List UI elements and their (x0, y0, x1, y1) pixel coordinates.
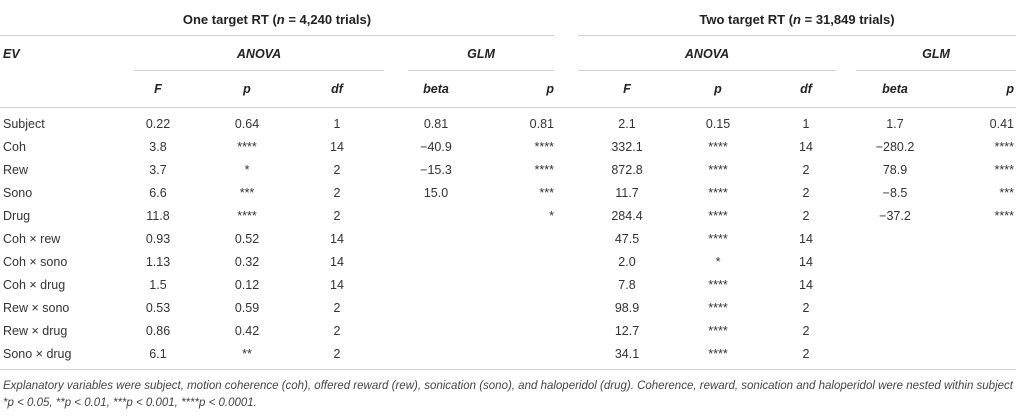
table-cell: **** (994, 163, 1014, 177)
col-header-f-2: F (623, 82, 631, 96)
table-cell: **** (237, 209, 257, 223)
table-cell: 2 (802, 163, 810, 177)
table-cell: 0.41 (989, 117, 1014, 131)
rule-anova-1 (134, 70, 384, 71)
table-cell: 2 (802, 324, 810, 338)
table-cell: 872.8 (611, 163, 643, 177)
table-cell: 0.93 (145, 232, 171, 246)
row-label: Coh (3, 140, 26, 154)
table-cell: 0.86 (145, 324, 171, 338)
table-cell: −37.2 (879, 209, 911, 223)
table-cell: 98.9 (614, 301, 640, 315)
ev-header: EV (3, 47, 20, 61)
col-header-p-glm-1: p (546, 82, 554, 96)
group-header-two-target: Two target RT (n = 31,849 trials) (699, 12, 895, 27)
table-cell: 15.0 (423, 186, 449, 200)
table-cell: * (244, 163, 250, 177)
table-cell: 2 (333, 324, 341, 338)
table-cell: 6.6 (149, 186, 167, 200)
table-cell: 0.32 (234, 255, 260, 269)
table-cell: 0.52 (234, 232, 260, 246)
table-cell: −8.5 (882, 186, 908, 200)
table-cell: **** (708, 347, 728, 361)
table-cell: 14 (330, 255, 344, 269)
table-cell: 12.7 (614, 324, 640, 338)
table-cell: 14 (799, 140, 813, 154)
table-cell: **** (237, 140, 257, 154)
table-cell: 0.81 (423, 117, 449, 131)
table-cell: 14 (799, 232, 813, 246)
col-header-p-1: p (243, 82, 251, 96)
table-cell: 7.8 (618, 278, 636, 292)
table-cell: 6.1 (149, 347, 167, 361)
rule-group1 (0, 35, 554, 36)
col-header-df-2: df (800, 82, 812, 96)
anova-header-1: ANOVA (236, 47, 282, 61)
table-cell: **** (708, 140, 728, 154)
table-cell: 34.1 (614, 347, 640, 361)
table-cell: 1 (802, 117, 810, 131)
table-cell: * (715, 255, 721, 269)
rule-group2 (578, 35, 1016, 36)
table-cell: 3.8 (149, 140, 167, 154)
table-cell: 2 (802, 301, 810, 315)
table-cell: 1.7 (886, 117, 904, 131)
table-cell: ** (242, 347, 252, 361)
table-cell: **** (534, 163, 554, 177)
table-cell: 2.1 (618, 117, 636, 131)
glm-header-1: GLM (467, 47, 495, 61)
table-cell: 0.22 (145, 117, 171, 131)
row-label: Rew (3, 163, 29, 177)
anova-header-2: ANOVA (684, 47, 730, 61)
table-cell: 14 (330, 278, 344, 292)
table-cell: 3.7 (149, 163, 167, 177)
group-header-one-target: One target RT (n = 4,240 trials) (182, 12, 372, 27)
row-label: Coh × sono (3, 255, 68, 269)
table-cell: **** (994, 140, 1014, 154)
table-cell: **** (708, 232, 728, 246)
col-header-beta-2: beta (882, 82, 908, 96)
rule-table-bottom (0, 369, 1016, 370)
row-label: Subject (3, 117, 45, 131)
rule-header-bottom (0, 107, 1016, 108)
table-cell: **** (994, 209, 1014, 223)
table-cell: **** (708, 163, 728, 177)
table-cell: −15.3 (420, 163, 452, 177)
table-cell: **** (708, 324, 728, 338)
col-header-p-glm-2: p (1006, 82, 1014, 96)
col-header-p-2: p (714, 82, 722, 96)
table-cell: 284.4 (611, 209, 643, 223)
row-label: Rew × drug (3, 324, 68, 338)
table-cell: **** (534, 140, 554, 154)
table-cell: 2 (802, 209, 810, 223)
table-cell: −280.2 (875, 140, 915, 154)
table-cell: 14 (799, 278, 813, 292)
table-cell: 332.1 (611, 140, 643, 154)
table-cell: *** (539, 186, 554, 200)
table-cell: **** (708, 301, 728, 315)
table-cell: 2 (333, 209, 341, 223)
col-header-beta-1: beta (423, 82, 449, 96)
table-cell: 47.5 (614, 232, 640, 246)
table-cell: 0.53 (145, 301, 171, 315)
table-cell: 11.7 (615, 186, 639, 200)
table-cell: * (549, 209, 554, 223)
table-cell: 2 (333, 301, 341, 315)
table-cell: 2 (802, 347, 810, 361)
row-label: Rew × sono (3, 301, 70, 315)
table-cell: 0.81 (529, 117, 554, 131)
rule-anova-2 (578, 70, 836, 71)
rule-glm-2 (856, 70, 1016, 71)
row-label: Sono × drug (3, 347, 72, 361)
table-cell: 2 (333, 347, 341, 361)
table-cell: *** (239, 186, 255, 200)
table-cell: 0.64 (234, 117, 260, 131)
table-cell: 2 (333, 163, 341, 177)
table-cell: 2 (802, 186, 810, 200)
table-cell: **** (708, 186, 728, 200)
table-cell: **** (708, 278, 728, 292)
table-cell: 78.9 (882, 163, 908, 177)
row-label: Coh × rew (3, 232, 61, 246)
table-cell: 14 (330, 140, 344, 154)
table-cell: 11.8 (146, 209, 170, 223)
rule-glm-1 (408, 70, 554, 71)
table-cell: 1.13 (145, 255, 171, 269)
row-label: Drug (3, 209, 31, 223)
table-cell: 0.15 (705, 117, 731, 131)
table-cell: −40.9 (420, 140, 452, 154)
table-cell: *** (999, 186, 1014, 200)
table-cell: 1 (333, 117, 341, 131)
col-header-f-1: F (154, 82, 162, 96)
col-header-df-1: df (331, 82, 343, 96)
row-label: Sono (3, 186, 33, 200)
table-cell: 0.12 (234, 278, 260, 292)
table-cell: 14 (799, 255, 813, 269)
table-cell: 2.0 (618, 255, 636, 269)
table-cell: 1.5 (149, 278, 167, 292)
table-cell: 0.42 (234, 324, 260, 338)
table-footnote: Explanatory variables were subject, motion coherence (coh), offered reward (rew), sonication (sono), and haloperidol (drug). Coherence, reward, sonication and haloperidol were nested within subject *p < 0.05, **p < 0.01, ***p < 0.001, ****p < 0.0001. (3, 380, 1013, 409)
table-cell: 14 (330, 232, 344, 246)
table-cell: **** (708, 209, 728, 223)
row-label: Coh × drug (3, 278, 66, 292)
table-cell: 2 (333, 186, 341, 200)
table-cell: 0.59 (234, 301, 260, 315)
glm-header-2: GLM (922, 47, 950, 61)
